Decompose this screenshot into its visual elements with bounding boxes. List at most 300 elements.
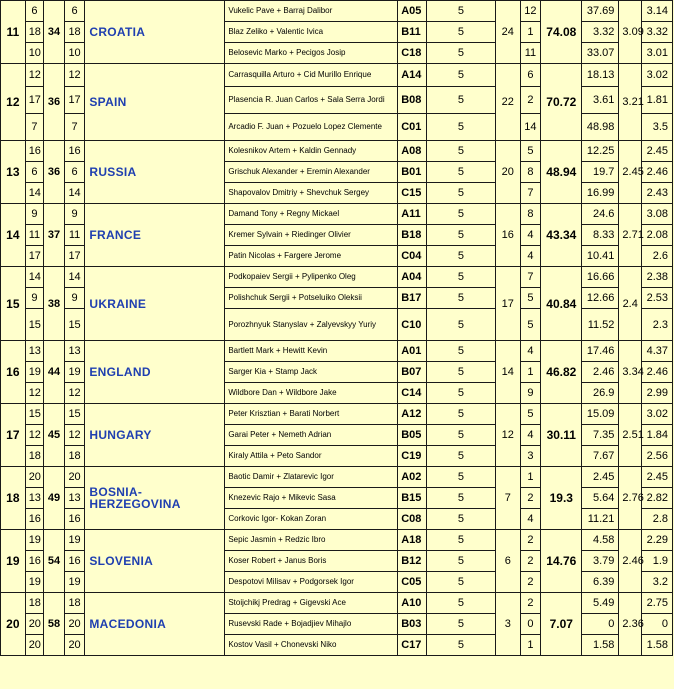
table-row bbox=[1, 341, 673, 362]
pair-names: Corkovic Igor- Kokan Zoran bbox=[225, 509, 398, 530]
player-rank-a: 14 bbox=[25, 183, 44, 204]
games-count: 5 bbox=[427, 572, 496, 593]
pair-ratio: 2.99 bbox=[642, 383, 673, 404]
pair-points: 2 bbox=[520, 593, 541, 614]
pair-names: Belosevic Marko + Pecigos Josip bbox=[225, 43, 398, 64]
team-sum: 17 bbox=[495, 267, 520, 341]
pair-names: Peter Krisztian + Barati Norbert bbox=[225, 404, 398, 425]
board-code: A02 bbox=[398, 467, 427, 488]
table-row bbox=[1, 267, 673, 288]
pair-ratio: 2.45 bbox=[642, 141, 673, 162]
pair-ratio: 2.6 bbox=[642, 246, 673, 267]
pair-score: 17.46 bbox=[582, 341, 619, 362]
pair-score: 11.52 bbox=[582, 309, 619, 341]
games-count: 5 bbox=[427, 593, 496, 614]
pair-ratio: 1.58 bbox=[642, 635, 673, 656]
games-count: 5 bbox=[427, 288, 496, 309]
pair-ratio: 1.9 bbox=[642, 551, 673, 572]
pair-names: Kremer Sylvain + Riedinger Olivier bbox=[225, 225, 398, 246]
games-count: 5 bbox=[427, 22, 496, 43]
games-count: 5 bbox=[427, 635, 496, 656]
pair-points: 5 bbox=[520, 404, 541, 425]
pair-ratio: 1.84 bbox=[642, 425, 673, 446]
games-count: 5 bbox=[427, 446, 496, 467]
player-rank-b: 9 bbox=[64, 204, 85, 225]
pair-points: 8 bbox=[520, 204, 541, 225]
team-average: 3.34 bbox=[619, 341, 642, 404]
country-name: MACEDONIA bbox=[85, 593, 225, 656]
board-code: C15 bbox=[398, 183, 427, 204]
pair-score: 12.66 bbox=[582, 288, 619, 309]
table-row bbox=[1, 64, 673, 87]
pair-ratio: 2.46 bbox=[642, 362, 673, 383]
player-rank-a: 9 bbox=[25, 204, 44, 225]
table-row bbox=[1, 530, 673, 551]
country-name: HUNGARY bbox=[85, 404, 225, 467]
pair-ratio: 3.02 bbox=[642, 64, 673, 87]
team-rank: 16 bbox=[1, 341, 26, 404]
team-total: 49 bbox=[44, 467, 65, 530]
pair-score: 6.39 bbox=[582, 572, 619, 593]
pair-ratio: 2.3 bbox=[642, 309, 673, 341]
team-average: 2.71 bbox=[619, 204, 642, 267]
player-rank-b: 13 bbox=[64, 488, 85, 509]
pair-score: 26.9 bbox=[582, 383, 619, 404]
board-code: C17 bbox=[398, 635, 427, 656]
board-code: C18 bbox=[398, 43, 427, 64]
country-name: BOSNIA-HERZEGOVINA bbox=[85, 467, 225, 530]
board-code: B01 bbox=[398, 162, 427, 183]
player-rank-b: 14 bbox=[64, 183, 85, 204]
pair-ratio: 4.37 bbox=[642, 341, 673, 362]
pair-score: 3.79 bbox=[582, 551, 619, 572]
games-count: 5 bbox=[427, 267, 496, 288]
player-rank-b: 19 bbox=[64, 362, 85, 383]
pair-score: 48.98 bbox=[582, 114, 619, 141]
pair-ratio: 2.38 bbox=[642, 267, 673, 288]
team-rank: 17 bbox=[1, 404, 26, 467]
player-rank-b: 6 bbox=[64, 1, 85, 22]
pair-points: 2 bbox=[520, 551, 541, 572]
games-count: 5 bbox=[427, 509, 496, 530]
team-rank: 12 bbox=[1, 64, 26, 141]
player-rank-b: 20 bbox=[64, 467, 85, 488]
table-row bbox=[1, 467, 673, 488]
pair-ratio: 3.01 bbox=[642, 43, 673, 64]
team-percent: 40.84 bbox=[541, 267, 582, 341]
pair-points: 4 bbox=[520, 425, 541, 446]
player-rank-b: 12 bbox=[64, 64, 85, 87]
player-rank-b: 13 bbox=[64, 341, 85, 362]
player-rank-a: 18 bbox=[25, 593, 44, 614]
country-name: UKRAINE bbox=[85, 267, 225, 341]
pair-points: 3 bbox=[520, 446, 541, 467]
team-rank: 18 bbox=[1, 467, 26, 530]
pair-points: 7 bbox=[520, 183, 541, 204]
pair-ratio: 0 bbox=[642, 614, 673, 635]
board-code: B18 bbox=[398, 225, 427, 246]
games-count: 5 bbox=[427, 1, 496, 22]
player-rank-a: 15 bbox=[25, 309, 44, 341]
team-rank: 11 bbox=[1, 1, 26, 64]
team-rank: 15 bbox=[1, 267, 26, 341]
board-code: A10 bbox=[398, 593, 427, 614]
player-rank-a: 20 bbox=[25, 467, 44, 488]
board-code: A14 bbox=[398, 64, 427, 87]
pair-score: 10.41 bbox=[582, 246, 619, 267]
pair-ratio: 2.8 bbox=[642, 509, 673, 530]
player-rank-a: 10 bbox=[25, 43, 44, 64]
pair-ratio: 3.5 bbox=[642, 114, 673, 141]
pair-score: 7.35 bbox=[582, 425, 619, 446]
board-code: A18 bbox=[398, 530, 427, 551]
games-count: 5 bbox=[427, 246, 496, 267]
pair-score: 0 bbox=[582, 614, 619, 635]
team-average: 2.4 bbox=[619, 267, 642, 341]
board-code: A04 bbox=[398, 267, 427, 288]
board-code: B11 bbox=[398, 22, 427, 43]
pair-names: Stoijchikj Predrag + Gigevski Ace bbox=[225, 593, 398, 614]
board-code: B05 bbox=[398, 425, 427, 446]
team-average: 2.51 bbox=[619, 404, 642, 467]
board-code: C08 bbox=[398, 509, 427, 530]
player-rank-b: 14 bbox=[64, 267, 85, 288]
games-count: 5 bbox=[427, 183, 496, 204]
pair-names: Podkopaiev Sergii + Pylipenko Oleg bbox=[225, 267, 398, 288]
pair-score: 2.46 bbox=[582, 362, 619, 383]
games-count: 5 bbox=[427, 43, 496, 64]
games-count: 5 bbox=[427, 141, 496, 162]
pair-names: Grischuk Alexander + Eremin Alexander bbox=[225, 162, 398, 183]
player-rank-b: 11 bbox=[64, 225, 85, 246]
games-count: 5 bbox=[427, 530, 496, 551]
pair-score: 19.7 bbox=[582, 162, 619, 183]
pair-names: Blaz Zeliko + Valentic Ivica bbox=[225, 22, 398, 43]
pair-score: 12.25 bbox=[582, 141, 619, 162]
team-rank: 14 bbox=[1, 204, 26, 267]
player-rank-a: 15 bbox=[25, 404, 44, 425]
pair-points: 1 bbox=[520, 467, 541, 488]
pair-score: 16.99 bbox=[582, 183, 619, 204]
country-name: SLOVENIA bbox=[85, 530, 225, 593]
pair-ratio: 1.81 bbox=[642, 87, 673, 114]
table-row bbox=[1, 1, 673, 22]
team-total: 37 bbox=[44, 204, 65, 267]
pair-score: 3.32 bbox=[582, 22, 619, 43]
pair-points: 1 bbox=[520, 22, 541, 43]
games-count: 5 bbox=[427, 341, 496, 362]
team-percent: 30.11 bbox=[541, 404, 582, 467]
pair-points: 7 bbox=[520, 267, 541, 288]
player-rank-b: 17 bbox=[64, 87, 85, 114]
games-count: 5 bbox=[427, 204, 496, 225]
games-count: 5 bbox=[427, 225, 496, 246]
pair-names: Carrasquilla Arturo + Cid Murillo Enrique bbox=[225, 64, 398, 87]
team-rank: 19 bbox=[1, 530, 26, 593]
board-code: A11 bbox=[398, 204, 427, 225]
player-rank-a: 16 bbox=[25, 141, 44, 162]
player-rank-a: 9 bbox=[25, 288, 44, 309]
pair-names: Polishchuk Sergii + Potseluiko Oleksii bbox=[225, 288, 398, 309]
team-sum: 20 bbox=[495, 141, 520, 204]
pair-names: Sepic Jasmin + Redzic Ibro bbox=[225, 530, 398, 551]
table-row bbox=[1, 141, 673, 162]
board-code: A08 bbox=[398, 141, 427, 162]
player-rank-b: 10 bbox=[64, 43, 85, 64]
pair-points: 0 bbox=[520, 614, 541, 635]
games-count: 5 bbox=[427, 64, 496, 87]
pair-names: Porozhnyuk Stanyslav + Zalyevskyy Yuriy bbox=[225, 309, 398, 341]
board-code: B07 bbox=[398, 362, 427, 383]
pair-points: 9 bbox=[520, 383, 541, 404]
table-row bbox=[1, 204, 673, 225]
country-name: CROATIA bbox=[85, 1, 225, 64]
board-code: B03 bbox=[398, 614, 427, 635]
board-code: C05 bbox=[398, 572, 427, 593]
pair-points: 5 bbox=[520, 309, 541, 341]
team-total: 34 bbox=[44, 1, 65, 64]
player-rank-a: 16 bbox=[25, 509, 44, 530]
pair-names: Wildbore Dan + Wildbore Jake bbox=[225, 383, 398, 404]
player-rank-b: 6 bbox=[64, 162, 85, 183]
pair-names: Kostov Vasil + Chonevski Niko bbox=[225, 635, 398, 656]
pair-score: 15.09 bbox=[582, 404, 619, 425]
team-percent: 74.08 bbox=[541, 1, 582, 64]
player-rank-a: 14 bbox=[25, 267, 44, 288]
pair-points: 4 bbox=[520, 341, 541, 362]
board-code: C04 bbox=[398, 246, 427, 267]
table-row bbox=[1, 593, 673, 614]
pair-points: 1 bbox=[520, 362, 541, 383]
standings-body bbox=[1, 1, 673, 656]
pair-points: 14 bbox=[520, 114, 541, 141]
pair-points: 5 bbox=[520, 288, 541, 309]
player-rank-a: 17 bbox=[25, 87, 44, 114]
player-rank-a: 7 bbox=[25, 114, 44, 141]
pair-ratio: 2.46 bbox=[642, 162, 673, 183]
player-rank-a: 19 bbox=[25, 362, 44, 383]
pair-names: Kiraly Attila + Peto Sandor bbox=[225, 446, 398, 467]
team-percent: 46.82 bbox=[541, 341, 582, 404]
games-count: 5 bbox=[427, 551, 496, 572]
pair-ratio: 3.32 bbox=[642, 22, 673, 43]
pair-score: 33.07 bbox=[582, 43, 619, 64]
board-code: B12 bbox=[398, 551, 427, 572]
player-rank-a: 16 bbox=[25, 551, 44, 572]
games-count: 5 bbox=[427, 488, 496, 509]
pair-points: 5 bbox=[520, 141, 541, 162]
pair-ratio: 2.75 bbox=[642, 593, 673, 614]
games-count: 5 bbox=[427, 309, 496, 341]
player-rank-a: 17 bbox=[25, 246, 44, 267]
team-rank: 13 bbox=[1, 141, 26, 204]
player-rank-a: 6 bbox=[25, 162, 44, 183]
pair-names: Bartlett Mark + Hewitt Kevin bbox=[225, 341, 398, 362]
board-code: B08 bbox=[398, 87, 427, 114]
board-code: A12 bbox=[398, 404, 427, 425]
pair-points: 2 bbox=[520, 488, 541, 509]
team-percent: 19.3 bbox=[541, 467, 582, 530]
player-rank-b: 15 bbox=[64, 309, 85, 341]
pair-score: 1.58 bbox=[582, 635, 619, 656]
pair-ratio: 2.45 bbox=[642, 467, 673, 488]
games-count: 5 bbox=[427, 467, 496, 488]
team-percent: 14.76 bbox=[541, 530, 582, 593]
player-rank-b: 18 bbox=[64, 593, 85, 614]
board-code: C14 bbox=[398, 383, 427, 404]
player-rank-a: 18 bbox=[25, 446, 44, 467]
player-rank-b: 19 bbox=[64, 572, 85, 593]
pair-points: 11 bbox=[520, 43, 541, 64]
player-rank-b: 20 bbox=[64, 614, 85, 635]
games-count: 5 bbox=[427, 114, 496, 141]
pair-score: 7.67 bbox=[582, 446, 619, 467]
team-total: 54 bbox=[44, 530, 65, 593]
team-sum: 22 bbox=[495, 64, 520, 141]
pair-score: 5.64 bbox=[582, 488, 619, 509]
pair-names: Knezevic Rajo + Mikevic Sasa bbox=[225, 488, 398, 509]
pair-score: 5.49 bbox=[582, 593, 619, 614]
player-rank-a: 6 bbox=[25, 1, 44, 22]
pair-score: 11.21 bbox=[582, 509, 619, 530]
pair-points: 1 bbox=[520, 635, 541, 656]
player-rank-b: 16 bbox=[64, 551, 85, 572]
player-rank-b: 16 bbox=[64, 141, 85, 162]
player-rank-a: 12 bbox=[25, 425, 44, 446]
pair-ratio: 2.56 bbox=[642, 446, 673, 467]
pair-points: 6 bbox=[520, 64, 541, 87]
games-count: 5 bbox=[427, 425, 496, 446]
player-rank-a: 13 bbox=[25, 341, 44, 362]
team-average: 2.76 bbox=[619, 467, 642, 530]
pair-points: 8 bbox=[520, 162, 541, 183]
pair-ratio: 2.53 bbox=[642, 288, 673, 309]
games-count: 5 bbox=[427, 362, 496, 383]
player-rank-a: 13 bbox=[25, 488, 44, 509]
player-rank-b: 20 bbox=[64, 635, 85, 656]
pair-ratio: 3.08 bbox=[642, 204, 673, 225]
team-sum: 16 bbox=[495, 204, 520, 267]
board-code: B15 bbox=[398, 488, 427, 509]
country-name: RUSSIA bbox=[85, 141, 225, 204]
team-sum: 12 bbox=[495, 404, 520, 467]
player-rank-a: 19 bbox=[25, 572, 44, 593]
team-sum: 24 bbox=[495, 1, 520, 64]
team-sum: 3 bbox=[495, 593, 520, 656]
team-total: 45 bbox=[44, 404, 65, 467]
board-code: B17 bbox=[398, 288, 427, 309]
player-rank-b: 19 bbox=[64, 530, 85, 551]
pair-points: 4 bbox=[520, 225, 541, 246]
pair-points: 4 bbox=[520, 246, 541, 267]
team-average: 2.46 bbox=[619, 530, 642, 593]
team-sum: 14 bbox=[495, 341, 520, 404]
pair-points: 12 bbox=[520, 1, 541, 22]
team-sum: 6 bbox=[495, 530, 520, 593]
pair-score: 8.33 bbox=[582, 225, 619, 246]
player-rank-b: 15 bbox=[64, 404, 85, 425]
country-name: SPAIN bbox=[85, 64, 225, 141]
pair-ratio: 2.29 bbox=[642, 530, 673, 551]
pair-score: 24.6 bbox=[582, 204, 619, 225]
team-percent: 70.72 bbox=[541, 64, 582, 141]
pair-score: 3.61 bbox=[582, 87, 619, 114]
player-rank-a: 12 bbox=[25, 64, 44, 87]
pair-names: Shapovalov Dmitriy + Shevchuk Sergey bbox=[225, 183, 398, 204]
games-count: 5 bbox=[427, 614, 496, 635]
team-sum: 7 bbox=[495, 467, 520, 530]
pair-points: 2 bbox=[520, 87, 541, 114]
player-rank-a: 18 bbox=[25, 22, 44, 43]
table-row bbox=[1, 404, 673, 425]
pair-score: 18.13 bbox=[582, 64, 619, 87]
country-name: FRANCE bbox=[85, 204, 225, 267]
games-count: 5 bbox=[427, 87, 496, 114]
games-count: 5 bbox=[427, 404, 496, 425]
pair-names: Vukelic Pave + Barraj Dalibor bbox=[225, 1, 398, 22]
pair-ratio: 2.43 bbox=[642, 183, 673, 204]
team-percent: 43.34 bbox=[541, 204, 582, 267]
team-rank: 20 bbox=[1, 593, 26, 656]
player-rank-b: 18 bbox=[64, 446, 85, 467]
team-total: 44 bbox=[44, 341, 65, 404]
pair-names: Koser Robert + Janus Boris bbox=[225, 551, 398, 572]
team-total: 38 bbox=[44, 267, 65, 341]
player-rank-a: 20 bbox=[25, 635, 44, 656]
player-rank-a: 19 bbox=[25, 530, 44, 551]
team-average: 3.09 bbox=[619, 1, 642, 64]
pair-names: Garai Peter + Nemeth Adrian bbox=[225, 425, 398, 446]
pair-points: 2 bbox=[520, 530, 541, 551]
country-name: ENGLAND bbox=[85, 341, 225, 404]
pair-ratio: 3.2 bbox=[642, 572, 673, 593]
pair-names: Arcadio F. Juan + Pozuelo Lopez Clemente bbox=[225, 114, 398, 141]
player-rank-b: 7 bbox=[64, 114, 85, 141]
board-code: C10 bbox=[398, 309, 427, 341]
pair-ratio: 3.02 bbox=[642, 404, 673, 425]
team-total: 36 bbox=[44, 141, 65, 204]
pair-score: 16.66 bbox=[582, 267, 619, 288]
player-rank-b: 12 bbox=[64, 425, 85, 446]
board-code: A01 bbox=[398, 341, 427, 362]
player-rank-a: 12 bbox=[25, 383, 44, 404]
player-rank-a: 11 bbox=[25, 225, 44, 246]
pair-ratio: 3.14 bbox=[642, 1, 673, 22]
board-code: C01 bbox=[398, 114, 427, 141]
board-code: C19 bbox=[398, 446, 427, 467]
games-count: 5 bbox=[427, 162, 496, 183]
pair-ratio: 2.82 bbox=[642, 488, 673, 509]
pair-names: Rusevski Rade + Bojadjiev Mihajlo bbox=[225, 614, 398, 635]
board-code: A05 bbox=[398, 1, 427, 22]
games-count: 5 bbox=[427, 383, 496, 404]
player-rank-b: 16 bbox=[64, 509, 85, 530]
pair-names: Patin Nicolas + Fargere Jerome bbox=[225, 246, 398, 267]
team-average: 2.36 bbox=[619, 593, 642, 656]
player-rank-b: 17 bbox=[64, 246, 85, 267]
team-total: 58 bbox=[44, 593, 65, 656]
pair-score: 4.58 bbox=[582, 530, 619, 551]
pair-names: Plasencia R. Juan Carlos + Sala Serra Jordi bbox=[225, 87, 398, 114]
pair-points: 4 bbox=[520, 509, 541, 530]
pair-names: Despotovi Milisav + Podgorsek Igor bbox=[225, 572, 398, 593]
pair-names: Kolesnikov Artem + Kaldin Gennady bbox=[225, 141, 398, 162]
team-total: 36 bbox=[44, 64, 65, 141]
pair-points: 2 bbox=[520, 572, 541, 593]
pair-names: Damand Tony + Regny Mickael bbox=[225, 204, 398, 225]
pair-ratio: 2.08 bbox=[642, 225, 673, 246]
pair-names: Sarger Kia + Stamp Jack bbox=[225, 362, 398, 383]
